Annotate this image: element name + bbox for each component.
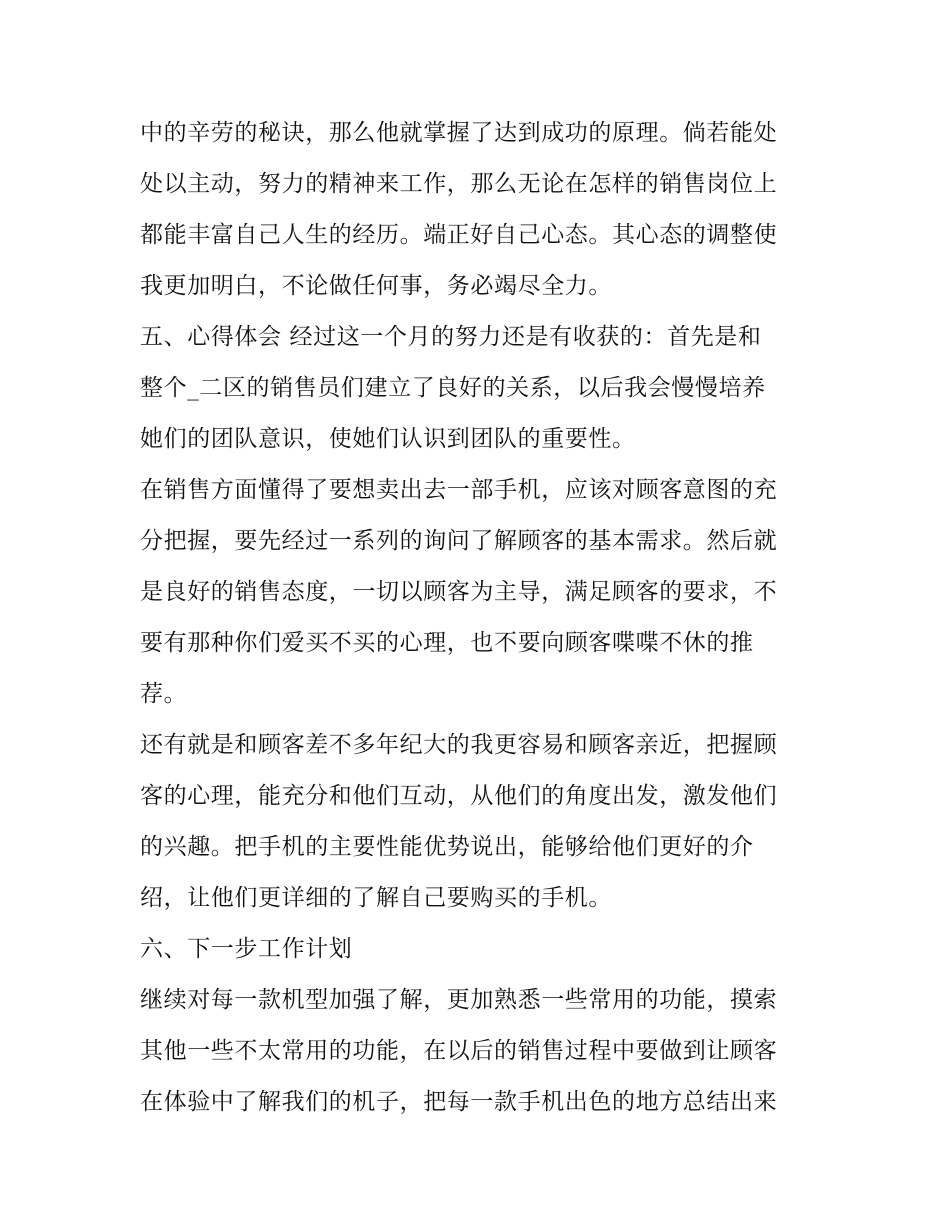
section-heading-line: 五、心得体会 经过这一个月的努力还是有收获的：首先是和 bbox=[140, 324, 762, 350]
text-line: 在销售方面懂得了要想卖出去一部手机，应该对顾客意图的充 bbox=[140, 477, 778, 503]
text-line: 要有那种你们爱买不买的心理，也不要向顾客喋喋不休的推 bbox=[140, 630, 754, 656]
text-line: 分把握，要先经过一系列的询问了解顾客的基本需求。然后就 bbox=[140, 528, 778, 554]
document-body bbox=[140, 108, 840, 1128]
text-line: 客的心理，能充分和他们互动，从他们的角度出发，激发他们 bbox=[140, 783, 778, 809]
text-line: 的兴趣。把手机的主要性能优势说出，能够给他们更好的介 bbox=[140, 834, 754, 860]
text-line: 她们的团队意识，使她们认识到团队的重要性。 bbox=[140, 426, 636, 452]
text-line: 我更加明白，不论做任何事，务必竭尽全力。 bbox=[140, 273, 612, 299]
text-line: 绍，让他们更详细的了解自己要购买的手机。 bbox=[140, 885, 612, 911]
text-line: 是良好的销售态度，一切以顾客为主导，满足顾客的要求，不 bbox=[140, 579, 778, 605]
section-heading: 六、下一步工作计划 bbox=[140, 936, 353, 962]
text-line: 其他一些不太常用的功能，在以后的销售过程中要做到让顾客 bbox=[140, 1038, 778, 1064]
text-line: 还有就是和顾客差不多年纪大的我更容易和顾客亲近，把握顾 bbox=[140, 732, 778, 758]
text-line: 中的辛劳的秘诀，那么他就掌握了达到成功的原理。倘若能处 bbox=[140, 120, 778, 146]
text-line: 整个_二区的销售员们建立了良好的关系，以后我会慢慢培养 bbox=[140, 375, 766, 401]
text-line: 荐。 bbox=[140, 681, 188, 707]
text-line: 处以主动，努力的精神来工作，那么无论在怎样的销售岗位上 bbox=[140, 171, 778, 197]
text-line: 继续对每一款机型加强了解，更加熟悉一些常用的功能，摸索 bbox=[140, 987, 778, 1013]
text-line: 都能丰富自己人生的经历。端正好自己心态。其心态的调整使 bbox=[140, 222, 778, 248]
text-line: 在体验中了解我们的机子，把每一款手机出色的地方总结出来 bbox=[140, 1089, 778, 1115]
